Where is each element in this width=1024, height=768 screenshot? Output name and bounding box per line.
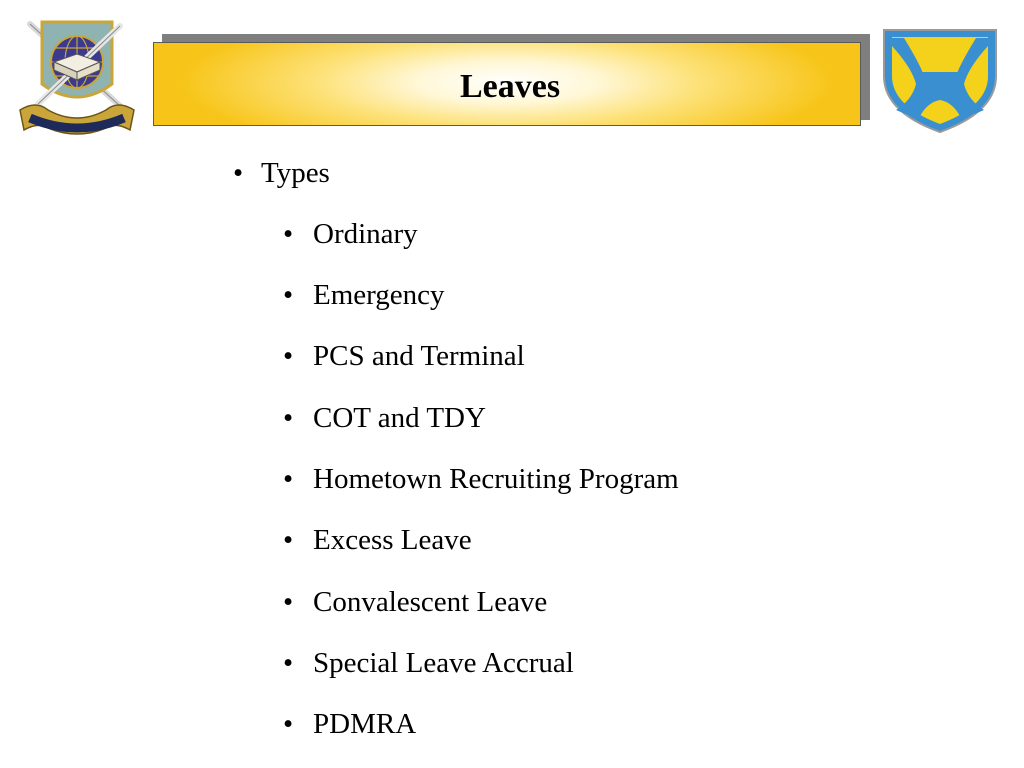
- list-item: [283, 588, 547, 617]
- list-item-text: Special Leave Accrual: [313, 647, 574, 679]
- slide-title: Leaves: [459, 68, 561, 105]
- list-item-text: PDMRA: [313, 708, 417, 740]
- list-item-text: Ordinary: [313, 218, 418, 250]
- list-item: [283, 526, 472, 555]
- title-banner: [153, 42, 861, 126]
- bullet-marker: •: [283, 279, 294, 311]
- list-item: [283, 649, 574, 678]
- bullet-marker: •: [283, 586, 294, 618]
- list-item: [283, 465, 679, 494]
- bullet-marker: •: [233, 157, 244, 189]
- bullet-marker: •: [283, 463, 294, 495]
- bullet-marker: •: [283, 340, 294, 372]
- list-item-text: Hometown Recruiting Program: [313, 463, 679, 495]
- bullet-marker: •: [283, 524, 294, 556]
- list-item-text: COT and TDY: [313, 402, 486, 434]
- bullet-marker: •: [283, 218, 294, 250]
- bullet-marker: •: [283, 708, 294, 740]
- list-item-text: Convalescent Leave: [313, 586, 548, 618]
- bullet-marker: •: [283, 402, 294, 434]
- list-item: [283, 710, 416, 739]
- list-item: [283, 342, 525, 371]
- unit-crest-icon: [16, 14, 138, 136]
- list-item: [283, 281, 445, 310]
- shoulder-patch-icon: [880, 24, 1000, 136]
- list-item-text: PCS and Terminal: [313, 340, 525, 372]
- bullet-marker: •: [283, 647, 294, 679]
- list-item-text: Emergency: [313, 279, 445, 311]
- list-item-text: Excess Leave: [313, 524, 472, 556]
- list-item-text: Types: [261, 157, 330, 189]
- list-item: [283, 404, 486, 433]
- list-item: [283, 220, 418, 249]
- list-item: [233, 159, 330, 188]
